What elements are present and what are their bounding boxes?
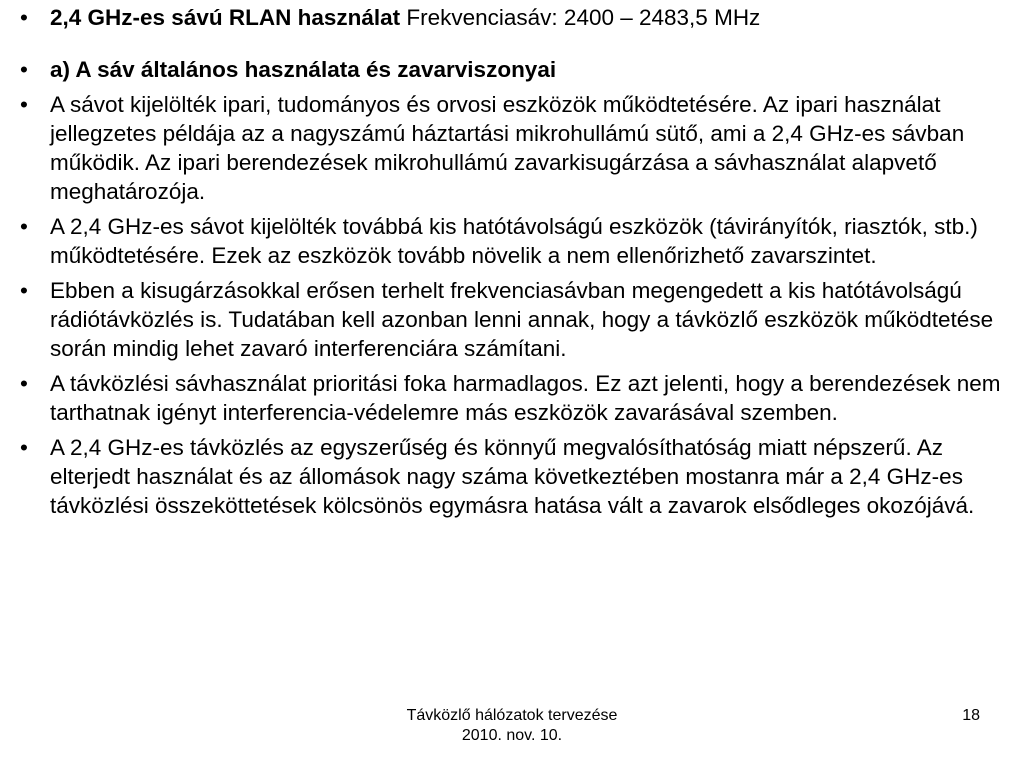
bullet-marker: • <box>20 435 28 460</box>
bullet-marker: • <box>20 5 28 30</box>
bullet-marker: • <box>20 278 28 303</box>
bullet-marker: • <box>20 214 28 239</box>
bullet-list <box>14 3 1014 520</box>
bullet-item <box>14 55 1014 84</box>
bullet-text: A távközlési sávhasználat prioritási foka harmadlagos. Ez azt jelenti, hogy a berendezések nem tarthatnak igényt interferencia-védelemre más eszközök zavarásával szemben. <box>50 371 1001 425</box>
footer-title: Távközlő hálózatok tervezése <box>406 707 618 724</box>
footer-date: 2010. nov. 10. <box>461 727 563 744</box>
bullet-heading: a) A sáv általános használata és zavarviszonyai <box>50 57 557 82</box>
bullet-item <box>14 90 1014 206</box>
bullet-text: A 2,4 GHz-es távközlés az egyszerűség és könnyű megvalósíthatóság miatt népszerű. Az elterjedt használat és az állomások nagy száma következtében mostanra már a 2,4 GHz-es távközlési összeköttetések kölcsönös egymásra hatása vált a zavarok elsődleges okozójává. <box>50 435 975 518</box>
bullet-item <box>14 212 1014 270</box>
bullet-marker: • <box>20 57 28 82</box>
bullet-item <box>14 369 1014 427</box>
bullet-heading: 2,4 GHz-es sávú RLAN használat <box>50 5 401 30</box>
footer <box>312 706 712 746</box>
slide-body <box>14 0 1014 520</box>
bullet-text: Ebben a kisugárzásokkal erősen terhelt frekvenciasávban megengedett a kis hatótávolságú rádiótávközlés is. Tudatában kell azonban lenni annak, hogy a távközlő eszközök működtetése során mindig lehet zavaró interferenciára számítani. <box>50 278 994 361</box>
bullet-item <box>14 433 1014 520</box>
bullet-marker: • <box>20 92 28 117</box>
bullet-item <box>14 276 1014 363</box>
bullet-text: A sávot kijelölték ipari, tudományos és orvosi eszközök működtetésére. Az ipari használat jellegzetes példája az a nagyszámú háztartási mikrohullámú sütő, ami a 2,4 GHz-es sávban működik. Az ipari berendezések mikrohullámú zavarkisugárzása a sávhasználat alapvető meghatározója. <box>50 92 965 204</box>
bullet-text: Frekvenciasáv: 2400 – 2483,5 MHz <box>400 5 761 30</box>
bullet-text: A 2,4 GHz-es sávot kijelölték továbbá kis hatótávolságú eszközök (távirányítók, riasztók, stb.) működtetésére. Ezek az eszközök tovább növelik a nem ellenőrizhető zavarszintet. <box>50 214 978 268</box>
bullet-item <box>14 3 1014 32</box>
bullet-marker: • <box>20 371 28 396</box>
slide-number: 18 <box>962 707 980 724</box>
